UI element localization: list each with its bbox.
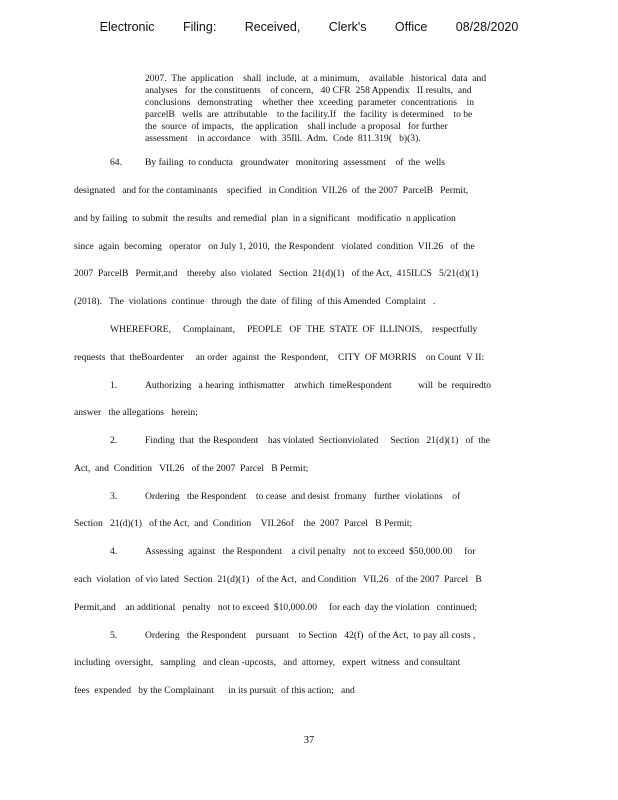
relief-item-line: Ordering the Respondent to cease and desist fromany further violations of (145, 491, 461, 502)
relief-item-line: Authorizing a hearing inthismatter atwhich timeRespondent will be requiredto (145, 380, 492, 391)
relief-item-line: Ordering the Respondent pursuant to Section 42(f) of the Act, to pay all costs , (145, 630, 476, 641)
relief-item-line: answer the allegations herein; (74, 407, 198, 418)
relief-item-number: 3. (110, 491, 118, 502)
quote-line: conclusions demonstrating whether thee xceeding parameter concentrations in (145, 97, 475, 108)
page-number: 37 (303, 735, 315, 746)
relief-item-line: Section 21(d)(1) of the Act, and Condition VII.26of the 2007 Parcel B Permit; (74, 518, 413, 529)
quote-line: 2007. The application shall include, at a minimum, available historical data and (145, 73, 487, 84)
relief-item-number: 4. (110, 546, 118, 557)
relief-item-line: Act, and Condition VII.26 of the 2007 Parcel B Permit; (74, 463, 309, 474)
filing-stamp-header: Electronic Filing: Received, Clerk's Office 08/28/2020 (99, 20, 519, 34)
wherefore-line: requests that theBoardenter an order against the Respondent, CITY OF MORRIS on Count V II: (74, 352, 485, 363)
relief-item-line: fees expended by the Complainant in its pursuit of this action; and (74, 685, 355, 696)
paragraph-64-line: By failing to conducta groundwater monitoring assessment of the wells (145, 157, 446, 168)
quote-line: the source of impacts, the application shall include a proposal for further (145, 121, 448, 132)
relief-item-line: each violation of vio lated Section 21(d)(1) of the Act, and Condition VII.26 of the 2007 Parcel B (74, 574, 482, 585)
paragraph-64-line: (2018). The violations continue through the date of filing of this Amended Complaint . (74, 296, 436, 307)
relief-item-number: 2. (110, 435, 118, 446)
relief-item-line: Assessing against the Respondent a civil penalty not to exceed $50,000.00 for (145, 546, 476, 557)
relief-item-number: 1. (110, 380, 118, 391)
quoted-permit-condition (145, 73, 527, 145)
paragraph-64-line: 2007 ParcelB Permit,and thereby also violated Section 21(d)(1) of the Act, 415ILCS 5/21(d)(1) (74, 268, 479, 279)
quote-line: parcelB wells are attributable to the facility.If the facility is determined to be (145, 109, 473, 120)
quote-line: analyses for the constituents of concern, 40 CFR 258 Appendix II results, and (145, 85, 472, 96)
wherefore-line: WHEREFORE, Complainant, PEOPLE OF THE STATE OF ILLINOIS, respectfully (110, 324, 478, 335)
paragraph-64-line: designated and for the contaminants specified in Condition VII.26 of the 2007 ParcelB Permit, (74, 185, 469, 196)
relief-item-line: Finding that the Respondent has violated Sectionviolated Section 21(d)(1) of the (145, 435, 491, 446)
paragraph-number: 64. (110, 157, 122, 168)
relief-item-line: Permit,and an additional penalty not to exceed $10,000.00 for each day the violation continued; (74, 602, 478, 613)
relief-item-line: including oversight, sampling and clean -upcosts, and attorney, expert witness and consultant (74, 657, 461, 668)
paragraph-64-line: since again becoming operator on July 1, 2010, the Respondent violated condition VII.26 of the (74, 241, 475, 252)
paragraph-64-line: and by failing to submit the results and remedial plan in a significant modificatio n application (74, 213, 456, 224)
quote-line: assessment in accordance with 35Ill. Adm. Code 811.319( b)(3). (145, 133, 421, 144)
relief-item-number: 5. (110, 630, 118, 641)
